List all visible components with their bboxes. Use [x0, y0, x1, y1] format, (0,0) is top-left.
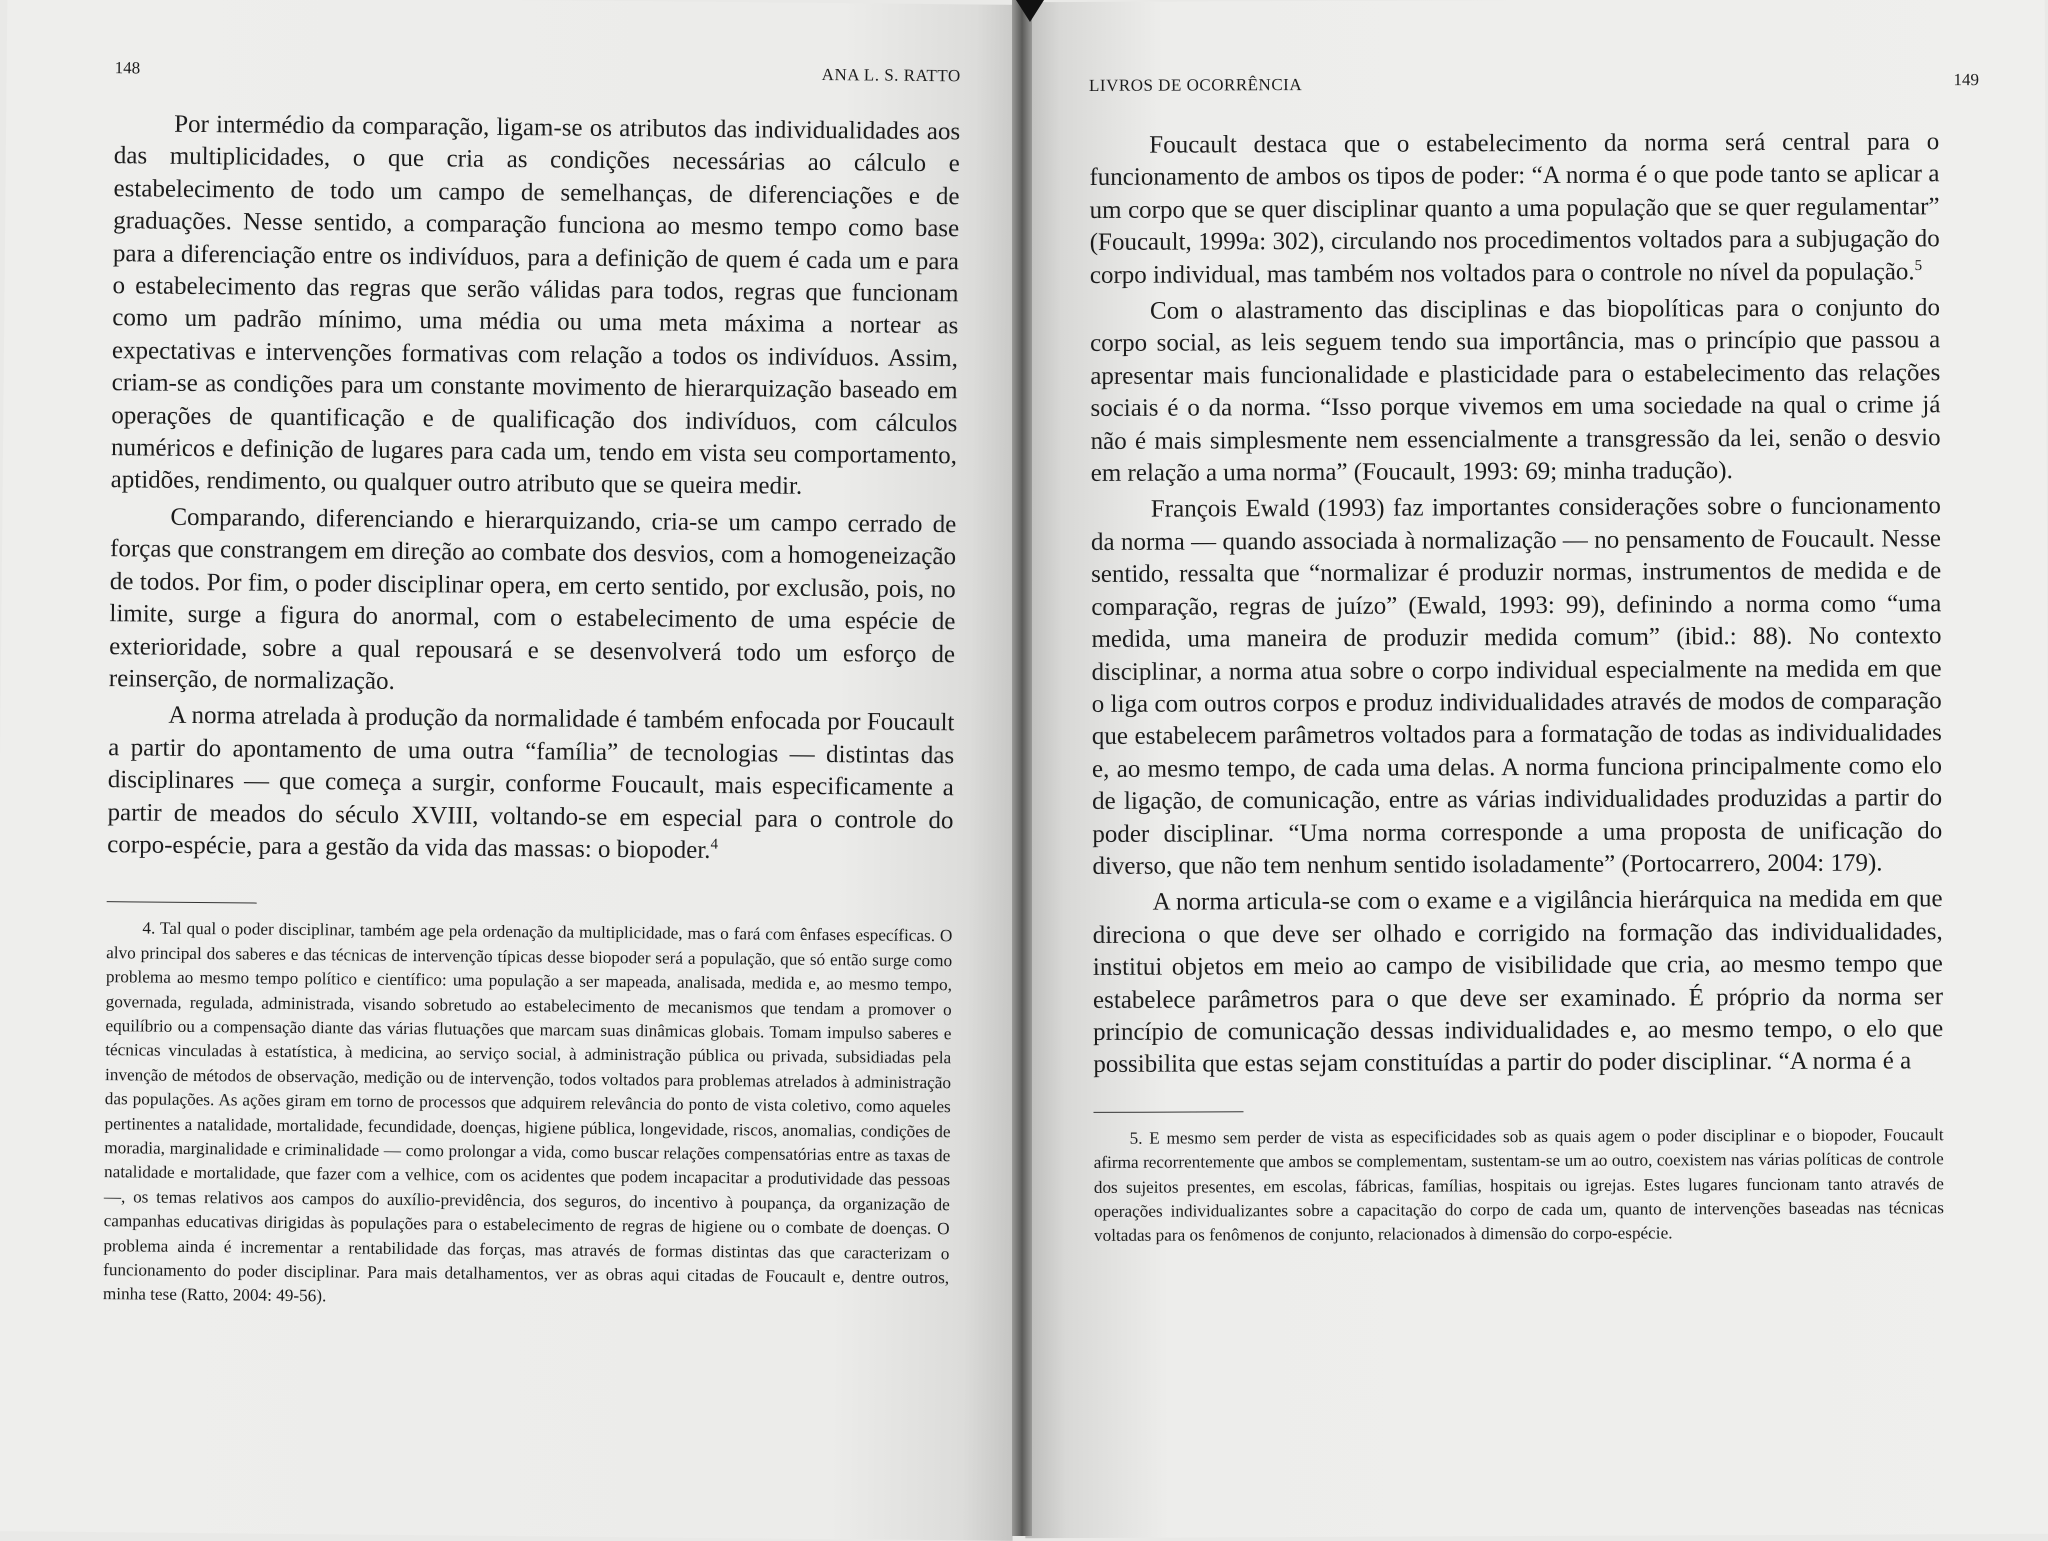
- paragraph-text: Foucault destaca que o estabelecimento da norma será central para o funcionamento de ambos os tipos de poder: “A norma é o que pode tanto se aplicar a um corpo que se quer disciplinar quanto a uma população que se quer regulamentar” (Foucault, 1999a: 302), circulando nos procedimentos voltados para a subjugação do corpo individual, mas também nos voltados para o controle no nível da população.: [1089, 128, 1940, 289]
- body-text: [1089, 126, 1944, 1249]
- paragraph: Por intermédio da comparação, ligam-se os atributos das individualidades aos das multiplicidades, o que cria as condições necessárias ao cálculo e estabelecimento de todo um campo de semelhanças, de diferenciações e de graduações. Nesse sentido, a comparação funciona ao mesmo tempo como base para a diferenciação entre os indivíduos, para a definição de quem é cada um e para o estabelecimento das regras que serão válidas para todos, regras que funcionam como um padrão mínimo, uma média ou uma meta máxima a nortear as expectativas e intervenções formativas com relação a todos os indivíduos. Assim, criam-se as condições para um constante movimento de hierarquização baseado em operações de quantificação e de qualificação dos indivíduos, com cálculos numéricos e definição de lugares para cada um, tendo em vista seu comportamento, aptidões, rendimento, ou qualquer outro atributo que se queira medir.: [110, 110, 961, 501]
- paragraph: Comparando, diferenciando e hierarquizando, cria-se um campo cerrado de forças que constrangem em direção ao combate dos desvios, com a homogeneização de todos. Por fim, o poder disciplinar opera, em certo sentido, por exclusão, pois, no limite, surge a figura do anormal, com o estabelecimento de uma espécie de exterioridade, sobre a qual repousará e se desenvolverá todo um esforço de reinserção, de normalização.: [108, 503, 957, 695]
- footnote: 4. Tal qual o poder disciplinar, também age pela ordenação da multiplicidade, mas o fará com ênfases específicas. O alvo principal dos saberes e das técnicas de intervenção típicas desse biopoder será a população, que só então surge como problema ao mesmo tempo político e científico: uma população a ser mapeada, analisada, medida e, ao mesmo tempo, governada, regulada, administrada, visando sobretudo ao estabelecimento de mecanismos que tendam a promover o equilíbrio ou a compensação diante das várias flutuações que marcam suas dinâmicas globais. Tomam impulso saberes e técnicas vinculadas à estatística, à medicina, ao serviço social, à administração pública ou privada, subsidiadas pela invenção de métodos de observação, medição ou de intervenção, todos voltados para problemas atrelados à administração das populações. As ações giram em torno de processos que adquirem relevância do ponto de vista coletivo, como aqueles pertinentes a natalidade, mortalidade, fecundidade, doenças, higiene pública, longevidade, riscos, anomalias, condições de moradia, marginalidade e criminalidade — como prolongar a vida, como buscar relações compensatórias entre as taxas de natalidade e mortalidade, que fazer com a velhice, com os acidentes que podem incapacitar a produtividade das pessoas —, os temas relativos aos campos do auxílio-previdência, dos seguros, do incentivo à poupança, da organização de campanhas educativas dirigidas às populações para o estabelecimento de regras de higiene ou o combate de doenças. O problema ainda é incrementar a rentabilidade das forças, mas através de formas distintas das que caracterizam o funcionamento do poder disciplinar. Para mais detalhamentos, ver as obras aqui citadas de Foucault e, dentre outros, minha tese (Ratto, 2004: 49-56).: [102, 918, 953, 1306]
- binding-notch: [1016, 0, 1044, 22]
- right-page: [1019, 0, 2048, 1538]
- footnote: 5. E mesmo sem perder de vista as especificidades sob as quais agem o poder disciplinar e o biopoder, Foucault afirma recorrentemente que ambos se complementam, sustentam-se um ao outro, coexistem nas várias políticas de controle dos sujeitos presentes, em escolas, fábricas, famílias, hospitais ou igrejas. Estes lugares funcionam tanto através de operações individualizantes sobre a capacitação do corpo de cada um, quanto de intervenções baseadas nas técnicas voltadas para os fenômenos de conjunto, relacionados à dimensão do corpo-espécie.: [1093, 1125, 1944, 1246]
- page-number: 148: [114, 58, 141, 78]
- footnote-rule: [1093, 1111, 1243, 1113]
- paragraph: A norma articula-se com o exame e a vigilância hierárquica na medida em que direciona o que deve ser olhado e corrigido na formação das individualidades, institui objetos em meio ao campo de visibilidade que cria, ao mesmo tempo que estabelece parâmetros para o que deve ser examinado. É próprio da norma ser princípio de comunicação dessas individualidades e, ao mesmo tempo, o elo que possibilita que estas sejam constituídas a partir do poder disciplinar. “A norma é a: [1092, 885, 1944, 1079]
- footnote-ref: 4: [710, 836, 719, 853]
- paragraph: [1089, 126, 1940, 292]
- paragraph: Com o alastramento das disciplinas e das biopolíticas para o conjunto do corpo social, as leis seguem tendo sua importância, mas o princípio que passou a apresentar mais funcionalidade e plasticidade para o estabelecimento das relações sociais é o da norma. “Isso porque vivemos em uma sociedade na qual o crime já não é mais simplesmente nem essencialmente a transgressão da lei, senão o desvio em relação a uma norma” (Foucault, 1993: 69; minha tradução).: [1090, 294, 1941, 487]
- body-text: [103, 108, 960, 1315]
- page-number: 149: [1953, 70, 1980, 90]
- running-head: LIVROS DE OCORRÊNCIA: [1088, 75, 1303, 95]
- paragraph: François Ewald (1993) faz importantes considerações sobre o funcionamento da norma — quando associada à normalização — no pensamento de Foucault. Nesse sentido, ressalta que “normalizar é produzir normas, instrumentos de medida e de comparação, regras de juízo” (Ewald, 1993: 99), definindo a norma como “uma medida, uma maneira de produzir medida comum” (ibid.: 88). No contexto disciplinar, a norma atua sobre o corpo individual especialmente na medida em que o liga com outros corpos e produz individualidades através de modos de comparação que estabelecem parâmetros voltados para a formatação de todas as individualidades e, ao mesmo tempo, de cada uma delas. A norma funciona principalmente como elo de ligação, de comunicação, entre as várias individualidades produzidas a partir do poder disciplinar. “Uma norma corresponde a uma proposta de unificação do diverso, que não tem nenhum sentido isoladamente” (Portocarrero, 2004: 179).: [1090, 492, 1943, 880]
- paragraph-text: A norma atrelada à produção da normalidade é também enfocada por Foucault a partir do apontamento de uma outra “família” de tecnologias — distintas das disciplinares — que começa a surgir, conforme Foucault, mais especificamente a partir de meados do século XVIII, voltando-se em especial para o controle do corpo-espécie, para a gestão da vida das massas: o biopoder.: [107, 702, 955, 864]
- running-head: ANA L. S. RATTO: [821, 64, 961, 86]
- book-gutter: [1012, 0, 1032, 1536]
- paragraph: [107, 699, 955, 869]
- footnote-rule: [107, 901, 257, 903]
- footnote-ref: 5: [1914, 257, 1923, 274]
